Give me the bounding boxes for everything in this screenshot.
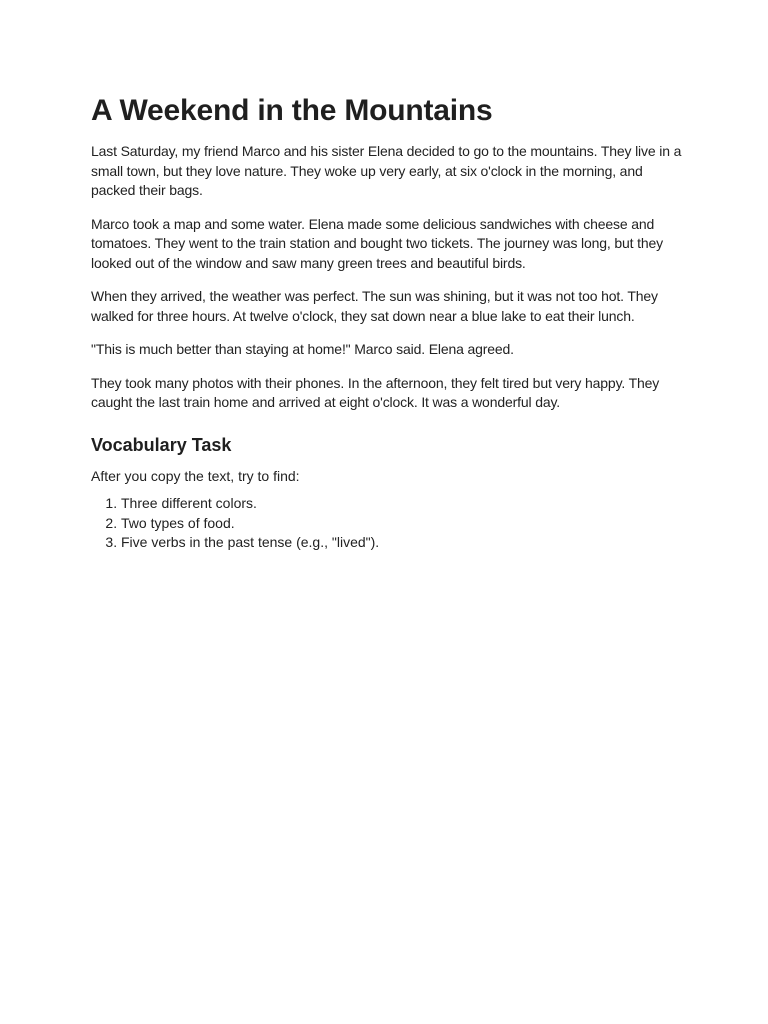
list-item: 2. Two types of food. [121,514,683,534]
vocabulary-intro: After you copy the text, try to find: [91,467,300,484]
list-item: 3. Five verbs in the past tense (e.g., "lived"). [121,533,683,553]
story-paragraph-1: Last Saturday, my friend Marco and his sister Elena decided to go to the mountains. They live in a small town, but they love nature. They woke up very early, at six o'clock in the morning, and packed their bags. [91,143,682,198]
document-page [91,92,683,553]
story-paragraph-2: Marco took a map and some water. Elena made some delicious sandwiches with cheese and tomatoes. They went to the train station and bought two tickets. The journey was long, but they looked out of the window and saw many green trees and beautiful birds. [91,215,664,271]
list-item: 1. Three different colors. [121,494,683,514]
story-paragraph-5: They took many photos with their phones. In the afternoon, they felt tired but very happy. They caught the last train home and arrived at eight o'clock. It was a wonderful day. [91,374,660,410]
vocabulary-heading: Vocabulary Task [91,434,232,455]
document-title: A Weekend in the Mountains [91,94,493,127]
vocabulary-task-list [91,494,683,553]
story-paragraph-3: When they arrived, the weather was perfect. The sun was shining, but it was not too hot. They walked for three hours. At twelve o'clock, they sat down near a blue lake to eat their lunch. [91,288,658,324]
story-paragraph-4: "This is much better than staying at home!" Marco said. Elena agreed. [91,341,514,357]
